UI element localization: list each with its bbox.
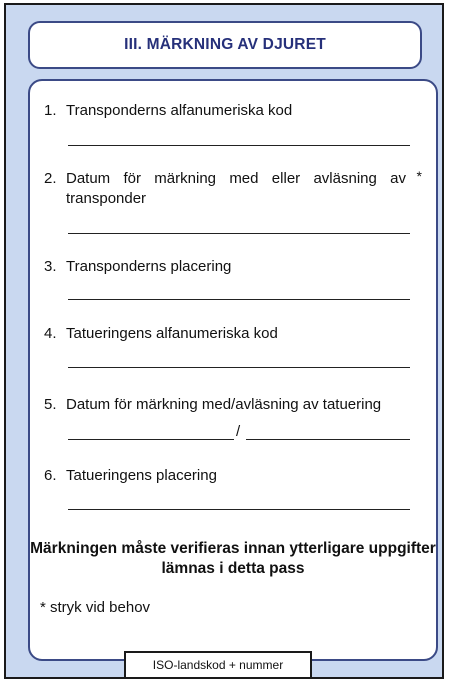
tattoo-date-field-left[interactable] (68, 439, 234, 440)
date-separator: / (236, 423, 241, 440)
field-label: Datum för märkning med/avläsning av tatuering (66, 396, 382, 413)
tattoo-location-field[interactable] (68, 509, 410, 510)
field-number: 1. (44, 102, 57, 119)
field-label: Transponderns placering (66, 258, 232, 275)
asterisk-marker: * (416, 168, 422, 184)
field-label: Transponderns alfanumeriska kod (66, 102, 293, 119)
field-number: 2. (44, 170, 57, 187)
footnote: * stryk vid behov (40, 599, 151, 616)
field-label: Tatueringens placering (66, 467, 217, 484)
section-title-box (28, 21, 422, 69)
verification-notice: Märkningen måste verifieras innan ytterligare uppgifter lämnas i detta pass (30, 540, 436, 577)
form-panel (28, 79, 438, 661)
field-number: 4. (44, 325, 57, 342)
tattoo-code-field[interactable] (68, 367, 410, 368)
passport-page (4, 3, 444, 679)
field-label: Datum för märkning med eller avläsning av transponder (66, 170, 406, 207)
tattoo-date-field-right[interactable] (246, 439, 410, 440)
transponder-date-field[interactable] (68, 233, 410, 234)
transponder-location-field[interactable] (68, 299, 410, 300)
field-number: 3. (44, 258, 57, 275)
field-number: 6. (44, 467, 57, 484)
transponder-code-field[interactable] (68, 145, 410, 146)
iso-country-code-label: ISO-landskod + nummer (124, 651, 312, 677)
section-title: III. MÄRKNING AV DJURET (124, 36, 326, 53)
field-number: 5. (44, 396, 57, 413)
field-label: Tatueringens alfanumeriska kod (66, 325, 278, 342)
